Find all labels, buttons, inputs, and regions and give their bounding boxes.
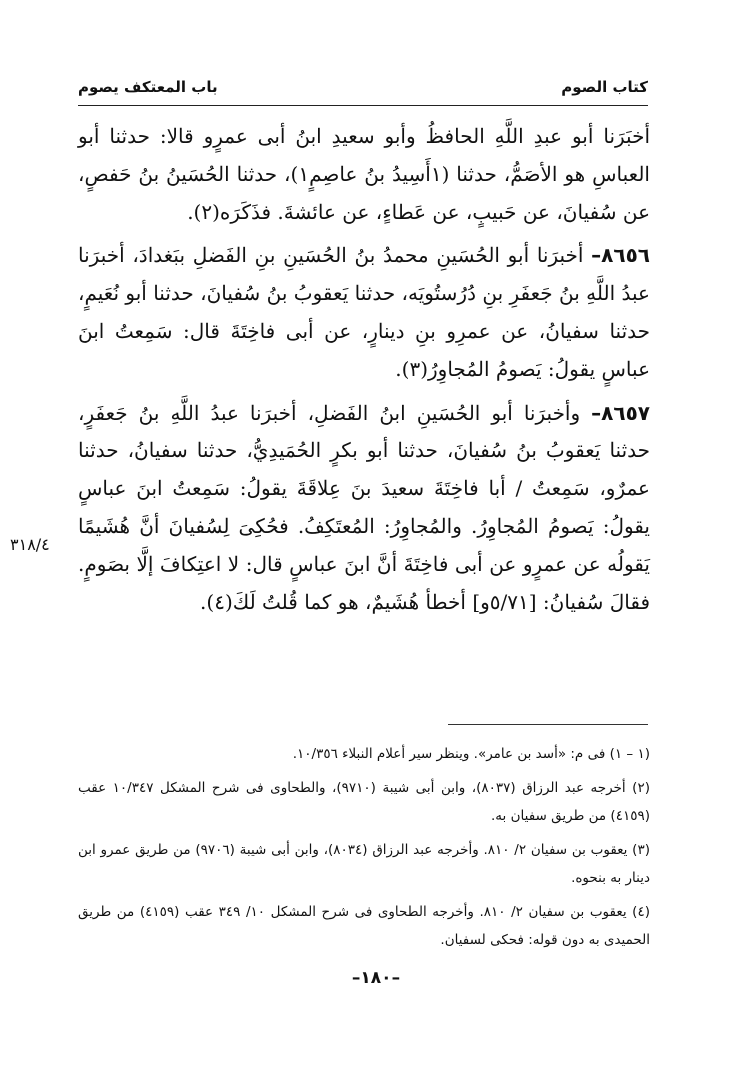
footnote: (٤) يعقوب بن سفيان ٢/ ٨١٠. وأخرجه الطحاوى فى شرح المشكل ١٠/ ٣٤٩ عقب (٤١٥٩) من طريق الحميدى به دون قوله: فحكى لسفيان. [78,904,650,948]
footnote-divider [448,724,648,725]
running-header [78,78,648,102]
chapter-title: باب المعتكف يصوم [78,78,218,96]
footnotes [78,740,650,960]
hadith-number: ٨٦٥٦– [591,243,650,268]
margin-reference: ٣١٨/٤ [10,535,50,554]
footnote: (١ – ١) فى م: «أسد بن عامر». وينظر سير أعلام النبلاء ١٠/٣٥٦. [292,746,650,762]
paragraph-3 [78,395,650,622]
main-text [78,118,650,627]
hadith-number: ٨٦٥٧– [591,400,650,425]
paragraph-2 [78,237,650,388]
header-divider [78,105,648,106]
paragraph-1: أخبَرَنا أبو عبدِ اللَّهِ الحافظُ وأبو سعيدِ ابنُ أبى عمرٍو قالا: حدثنا أبو العباسِ هو الأصَمُّ، حدثنا (١أَسِيدُ بنُ عاصِمٍ١)، حدثنا الحُسَينُ بنُ حَفصٍ، عن سُفيانَ، عن حَبيبٍ، عن عَطاءٍ، عن عائشةَ. فذَكَرَه(٢). [78,124,650,224]
footnote: (٢) أخرجه عبد الرزاق (٨٠٣٧)، وابن أبى شيبة (٩٧١٠)، والطحاوى فى شرح المشكل ١٠/٣٤٧ عقب (٤١٥٩) من طريق سفيان به. [78,780,650,824]
paragraph-text: أخبرَنا أبو الحُسَينِ محمدُ بنُ الحُسَينِ بنِ الفَضلِ ببَغدادَ، أخبرَنا عبدُ اللَّهِ بنُ جَعفَرِ بنِ دُرُستُويَه، حدثنا يَعقوبُ بنُ سُفيانَ، حدثنا أبو نُعَيمٍ، حدثنا سفيانُ، عن عمرِو بنِ دينارٍ، عن أبى فاخِتَةَ قال: سَمِعتُ ابنَ عباسٍ يقولُ: يَصومُ المُجاوِرُ(٣). [78,243,650,381]
page-number: –١٨٠– [351,968,401,988]
footnote: (٣) يعقوب بن سفيان ٢/ ٨١٠. وأخرجه عبد الرزاق (٨٠٣٤)، وابن أبى شيبة (٩٧٠٦) من طريق عمرو ابن دينار به بنحوه. [78,842,650,886]
book-title: كتاب الصوم [561,78,648,96]
paragraph-text: وأخبرَنا أبو الحُسَينِ ابنُ الفَضلِ، أخبرَنا عبدُ اللَّهِ بنُ جَعفَرٍ، حدثنا يَعقوبُ بنُ سُفيانَ، حدثنا أبو بكرٍ الحُمَيدِيُّ، حدثنا سفيانُ، حدثنا عمرٌو، سَمِعتُ / أبا فاخِتَةَ سعيدَ بنَ عِلاقَةَ يقولُ: سَمِعتُ ابنَ عباسٍ يقولُ: يَصومُ المُجاوِرُ. والمُجاوِرُ: المُعتَكِفُ. فحُكِىَ لِسُفيانَ أنَّ هُشَيمًا يَقولُه عن عمرٍو عن أبى فاخِتَةَ أنَّ ابنَ عباسٍ قال: لا اعتِكافَ إلَّا بصَومٍ. فقالَ سُفيانُ: [٥/٧١و] أخطأ هُشَيمٌ، هو كما قُلتُ لَكَ(٤). [78,400,650,614]
